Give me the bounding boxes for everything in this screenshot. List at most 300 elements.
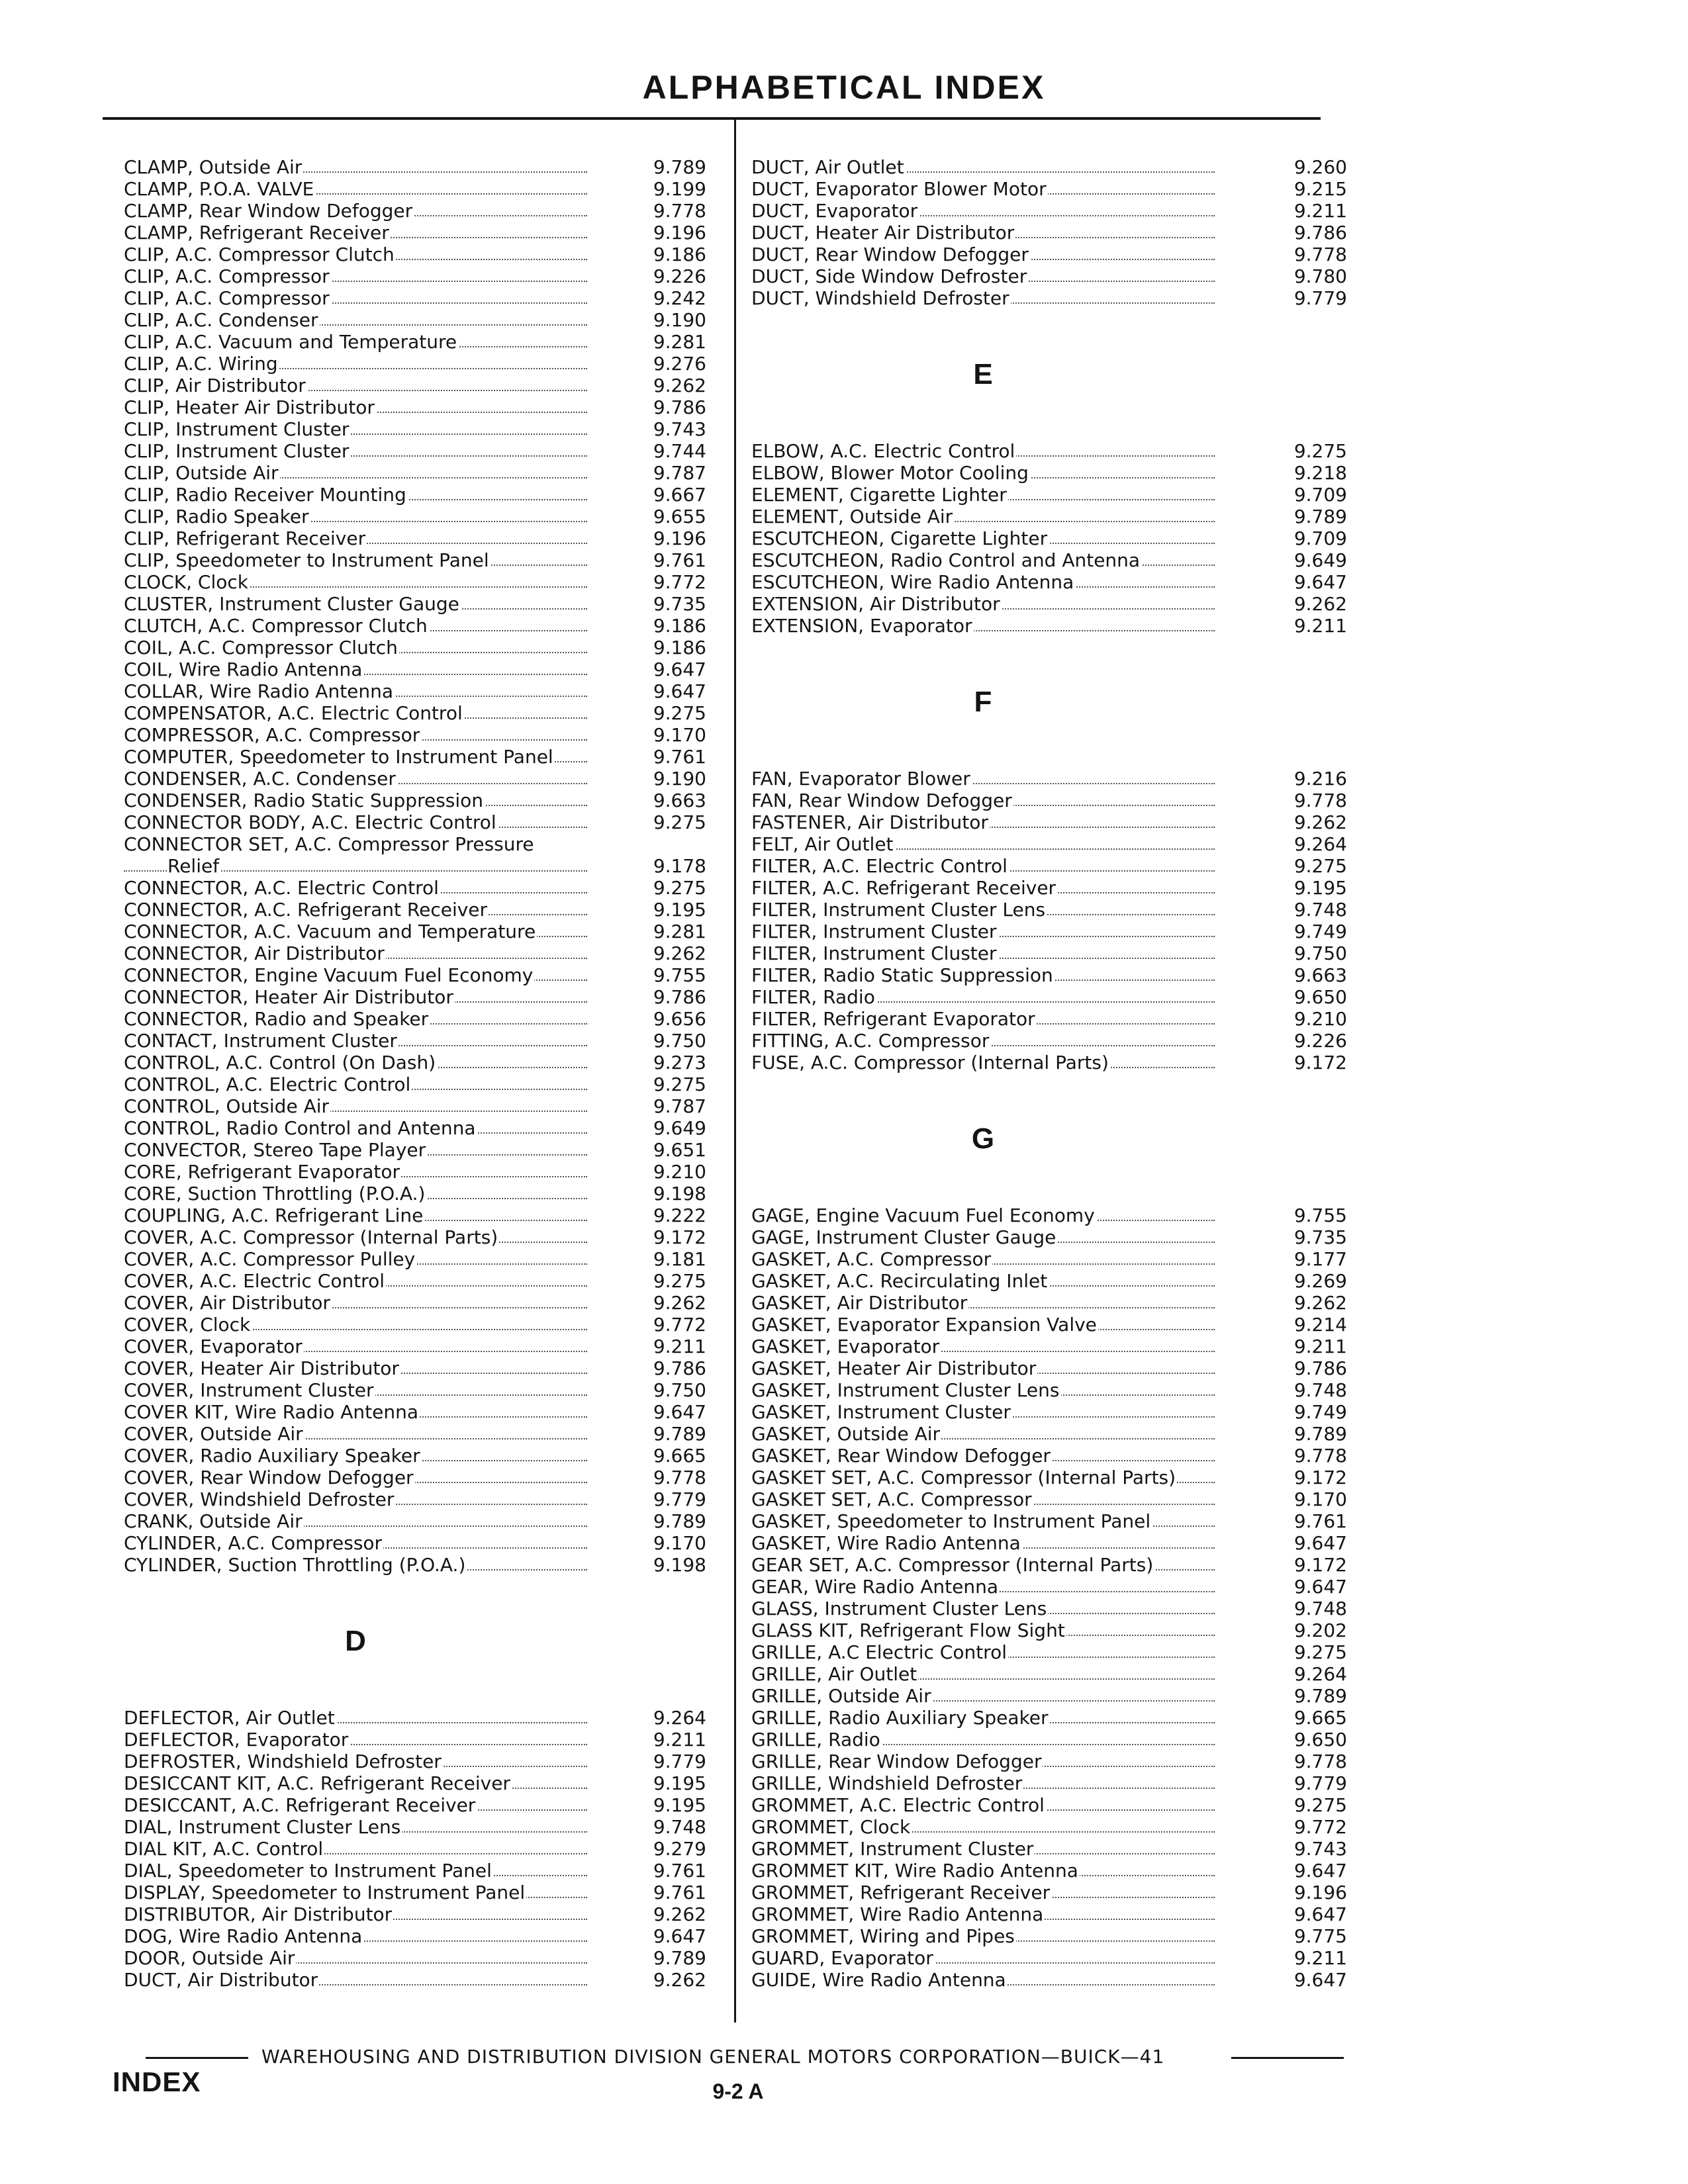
index-entry xyxy=(124,1357,706,1379)
entry-page: 9.787 xyxy=(653,1095,706,1117)
entry-name xyxy=(124,833,587,855)
index-entry xyxy=(124,440,706,462)
entry-name xyxy=(124,1052,587,1073)
index-entry xyxy=(751,1052,1347,1073)
entry-page: 9.281 xyxy=(653,921,706,942)
index-entry xyxy=(124,768,706,790)
entry-name-text: DUCT, Side Window Defroster xyxy=(751,265,1027,287)
entry-name-text: CLAMP, P.O.A. VALVE xyxy=(124,178,314,200)
index-entry xyxy=(124,1969,706,1991)
entry-page: 9.202 xyxy=(1293,1619,1347,1641)
index-entry xyxy=(124,833,706,855)
entry-page: 9.172 xyxy=(1293,1554,1347,1576)
index-entry xyxy=(124,615,706,637)
index-entry xyxy=(751,615,1347,637)
index-entry xyxy=(751,964,1347,986)
entry-name-text: CLAMP, Rear Window Defogger xyxy=(124,200,413,222)
entry-page: 9.275 xyxy=(1293,1641,1347,1663)
entry-page: 9.264 xyxy=(1293,1663,1347,1685)
index-entry xyxy=(751,768,1347,790)
index-entry xyxy=(751,1357,1347,1379)
entry-name xyxy=(124,1488,587,1510)
entry-page: 9.748 xyxy=(653,1816,706,1838)
index-entry xyxy=(751,462,1347,484)
index-entry xyxy=(751,1379,1347,1401)
entry-page: 9.656 xyxy=(653,1008,706,1030)
title-rule xyxy=(103,117,1321,120)
index-entry xyxy=(124,1751,706,1772)
entry-name xyxy=(751,1226,1215,1248)
index-entry xyxy=(751,877,1347,899)
entry-page: 9.647 xyxy=(1293,1903,1347,1925)
index-entry xyxy=(751,484,1347,506)
entry-page: 9.262 xyxy=(653,1903,706,1925)
entry-name-text: CLIP, A.C. Compressor xyxy=(124,265,330,287)
index-entry xyxy=(751,265,1347,287)
entry-name-text: FILTER, Instrument Cluster xyxy=(751,942,997,964)
entry-name xyxy=(124,178,587,200)
entry-name xyxy=(751,1292,1215,1314)
entry-name-text: CLIP, Heater Air Distributor xyxy=(124,396,375,418)
entry-page: 9.789 xyxy=(653,1947,706,1969)
entry-name-text: GASKET, Instrument Cluster xyxy=(751,1401,1011,1423)
entry-name xyxy=(124,462,587,484)
entry-name xyxy=(751,1882,1215,1903)
index-entry xyxy=(124,1838,706,1860)
entry-name xyxy=(751,921,1215,942)
entry-name xyxy=(751,790,1215,811)
entry-name-text: FILTER, A.C. Electric Control xyxy=(751,855,1008,877)
entry-name-text: CLIP, A.C. Condenser xyxy=(124,309,318,331)
index-entry xyxy=(124,1794,706,1816)
entry-page: 9.222 xyxy=(653,1205,706,1226)
entry-name-text: CYLINDER, A.C. Compressor xyxy=(124,1532,383,1554)
entry-name-text: FILTER, Instrument Cluster xyxy=(751,921,997,942)
index-entry xyxy=(124,855,706,877)
entry-page: 9.778 xyxy=(1293,1445,1347,1467)
entry-page: 9.275 xyxy=(1293,855,1347,877)
entry-page: 9.650 xyxy=(1293,986,1347,1008)
entry-page: 9.190 xyxy=(653,768,706,790)
entry-page: 9.761 xyxy=(653,1860,706,1882)
index-entry xyxy=(124,353,706,375)
index-entry xyxy=(124,942,706,964)
entry-name-text: COIL, Wire Radio Antenna xyxy=(124,659,363,680)
entry-name xyxy=(124,353,587,375)
entry-page: 9.761 xyxy=(1293,1510,1347,1532)
entry-name xyxy=(124,1161,587,1183)
entry-name-text: CLIP, Refrigerant Receiver xyxy=(124,527,366,549)
entry-name-text: GAGE, Instrument Cluster Gauge xyxy=(751,1226,1056,1248)
entry-name-text: COVER, A.C. Compressor (Internal Parts) xyxy=(124,1226,498,1248)
entry-page: 9.172 xyxy=(1293,1052,1347,1073)
entry-name xyxy=(124,1903,587,1925)
entry-name xyxy=(124,1772,587,1794)
entry-name-text: GASKET, Instrument Cluster Lens xyxy=(751,1379,1060,1401)
index-entry xyxy=(124,593,706,615)
entry-name-text: DISTRIBUTOR, Air Distributor xyxy=(124,1903,393,1925)
entry-name-text: COVER, Air Distributor xyxy=(124,1292,330,1314)
entry-name-text: GAGE, Engine Vacuum Fuel Economy xyxy=(751,1205,1095,1226)
index-entry xyxy=(751,1663,1347,1685)
entry-page: 9.778 xyxy=(1293,790,1347,811)
entry-page: 9.242 xyxy=(653,287,706,309)
entry-name-text: GEAR SET, A.C. Compressor (Internal Parts) xyxy=(751,1554,1154,1576)
entry-page: 9.750 xyxy=(653,1379,706,1401)
entry-page: 9.663 xyxy=(653,790,706,811)
index-section xyxy=(751,1117,1347,1991)
index-entry xyxy=(751,1510,1347,1532)
entry-name-text: GASKET, Rear Window Defogger xyxy=(751,1445,1051,1467)
index-entry xyxy=(124,1925,706,1947)
entry-name-text: CONDENSER, A.C. Condenser xyxy=(124,768,396,790)
index-entry xyxy=(751,1816,1347,1838)
entry-name-text: GRILLE, A.C Electric Control xyxy=(751,1641,1007,1663)
entry-name-text: COVER, Radio Auxiliary Speaker xyxy=(124,1445,420,1467)
entry-name xyxy=(124,1729,587,1751)
entry-page: 9.196 xyxy=(1293,1882,1347,1903)
entry-name-text: FILTER, Refrigerant Evaporator xyxy=(751,1008,1035,1030)
entry-page: 9.262 xyxy=(653,375,706,396)
entry-page: 9.275 xyxy=(1293,1794,1347,1816)
entry-name xyxy=(751,1248,1215,1270)
index-entry xyxy=(124,1205,706,1226)
entry-name-text: ESCUTCHEON, Wire Radio Antenna xyxy=(751,571,1074,593)
entry-page: 9.264 xyxy=(1293,833,1347,855)
entry-name-text: DOOR, Outside Air xyxy=(124,1947,295,1969)
entry-name xyxy=(124,549,587,571)
index-entry xyxy=(751,790,1347,811)
entry-page: 9.772 xyxy=(1293,1816,1347,1838)
index-entry xyxy=(751,1707,1347,1729)
entry-name xyxy=(124,942,587,964)
entry-name-text: GLASS, Instrument Cluster Lens xyxy=(751,1598,1047,1619)
entry-name xyxy=(124,1445,587,1467)
entry-name xyxy=(124,899,587,921)
entry-name xyxy=(124,506,587,527)
entry-page: 9.215 xyxy=(1293,178,1347,200)
index-entry xyxy=(751,1751,1347,1772)
entry-name xyxy=(751,1619,1215,1641)
entry-name xyxy=(751,244,1215,265)
index-entry xyxy=(124,1117,706,1139)
entry-name-text: COMPUTER, Speedometer to Instrument Panel xyxy=(124,746,553,768)
entry-page: 9.647 xyxy=(653,1401,706,1423)
entry-name-text: COVER, Windshield Defroster xyxy=(124,1488,395,1510)
entry-page: 9.186 xyxy=(653,244,706,265)
index-entry xyxy=(124,549,706,571)
entry-name-text: GASKET SET, A.C. Compressor (Internal Parts) xyxy=(751,1467,1176,1488)
entry-page: 9.269 xyxy=(1293,1270,1347,1292)
entry-name xyxy=(751,1008,1215,1030)
entry-name xyxy=(751,178,1215,200)
entry-page: 9.275 xyxy=(653,877,706,899)
entry-name-text: CLIP, Speedometer to Instrument Panel xyxy=(124,549,489,571)
entry-name xyxy=(751,1314,1215,1336)
entry-name-text: ELBOW, A.C. Electric Control xyxy=(751,440,1015,462)
index-entry xyxy=(124,178,706,200)
entry-name-text: GLASS KIT, Refrigerant Flow Sight xyxy=(751,1619,1065,1641)
entry-name xyxy=(124,1117,587,1139)
entry-page: 9.786 xyxy=(1293,222,1347,244)
entry-name xyxy=(751,1772,1215,1794)
entry-name xyxy=(124,1947,587,1969)
entry-name xyxy=(124,1707,587,1729)
entry-name xyxy=(124,659,587,680)
entry-name-text: CLIP, Radio Speaker xyxy=(124,506,309,527)
index-entry xyxy=(751,1685,1347,1707)
entry-name xyxy=(124,244,587,265)
entry-name xyxy=(751,506,1215,527)
entry-name-text: FITTING, A.C. Compressor xyxy=(751,1030,990,1052)
entry-name xyxy=(124,724,587,746)
index-entry xyxy=(751,1423,1347,1445)
entry-page: 9.789 xyxy=(1293,506,1347,527)
index-entry xyxy=(751,1903,1347,1925)
entry-page: 9.199 xyxy=(653,178,706,200)
index-entry xyxy=(124,680,706,702)
index-entry xyxy=(124,1183,706,1205)
index-entry xyxy=(751,1270,1347,1292)
index-entry xyxy=(751,1554,1347,1576)
index-entry xyxy=(124,1401,706,1423)
entry-name-text: CLIP, A.C. Wiring xyxy=(124,353,278,375)
entry-page: 9.650 xyxy=(1293,1729,1347,1751)
entry-name-text: CONTROL, Radio Control and Antenna xyxy=(124,1117,476,1139)
entry-page: 9.749 xyxy=(1293,921,1347,942)
entry-name xyxy=(124,527,587,549)
entry-name-text: DUCT, Heater Air Distributor xyxy=(751,222,1015,244)
entry-name-text: COMPRESSOR, A.C. Compressor xyxy=(124,724,420,746)
entry-page: 9.779 xyxy=(653,1488,706,1510)
index-entry xyxy=(124,1095,706,1117)
entry-name-text: GROMMET, A.C. Electric Control xyxy=(751,1794,1045,1816)
entry-name-text: CONNECTOR, A.C. Refrigerant Receiver xyxy=(124,899,488,921)
entry-name xyxy=(124,615,587,637)
index-section xyxy=(124,156,706,1576)
entry-page: 9.789 xyxy=(653,156,706,178)
entry-name xyxy=(751,942,1215,964)
entry-page: 9.198 xyxy=(653,1183,706,1205)
index-entry xyxy=(751,1467,1347,1488)
index-entry xyxy=(124,1314,706,1336)
entry-name-text: ESCUTCHEON, Cigarette Lighter xyxy=(751,527,1048,549)
entry-page: 9.211 xyxy=(653,1336,706,1357)
entry-name xyxy=(751,1641,1215,1663)
entry-page: 9.198 xyxy=(653,1554,706,1576)
entry-name-text: CONNECTOR, Engine Vacuum Fuel Economy xyxy=(124,964,534,986)
entry-name xyxy=(751,222,1215,244)
index-entry xyxy=(751,1619,1347,1641)
entry-name xyxy=(124,702,587,724)
entry-name-text: CLUSTER, Instrument Cluster Gauge xyxy=(124,593,459,615)
index-entry xyxy=(124,702,706,724)
index-entry xyxy=(124,571,706,593)
entry-name xyxy=(751,1860,1215,1882)
index-entry xyxy=(751,1401,1347,1423)
entry-page: 9.262 xyxy=(1293,1292,1347,1314)
left-column xyxy=(124,156,706,1991)
entry-name xyxy=(751,1707,1215,1729)
index-entry xyxy=(751,1205,1347,1226)
entry-name-text: GRILLE, Air Outlet xyxy=(751,1663,917,1685)
entry-name xyxy=(751,549,1215,571)
entry-name-text: GRILLE, Radio xyxy=(751,1729,880,1751)
entry-name xyxy=(124,637,587,659)
entry-name xyxy=(124,200,587,222)
entry-name-text: GUIDE, Wire Radio Antenna xyxy=(751,1969,1006,1991)
entry-name-text: GROMMET, Instrument Cluster xyxy=(751,1838,1034,1860)
entry-name xyxy=(751,1751,1215,1772)
entry-page: 9.749 xyxy=(1293,1401,1347,1423)
index-entry xyxy=(751,178,1347,200)
entry-name xyxy=(124,1860,587,1882)
entry-page: 9.195 xyxy=(1293,877,1347,899)
entry-page: 9.786 xyxy=(653,986,706,1008)
entry-page: 9.665 xyxy=(1293,1707,1347,1729)
index-entry xyxy=(124,986,706,1008)
entry-name xyxy=(751,265,1215,287)
entry-name xyxy=(751,1838,1215,1860)
index-entry xyxy=(124,287,706,309)
index-entry xyxy=(124,1816,706,1838)
index-entry xyxy=(751,1969,1347,1991)
entry-name-text: DUCT, Air Outlet xyxy=(751,156,904,178)
entry-name-text: CONNECTOR BODY, A.C. Electric Control xyxy=(124,811,496,833)
entry-name xyxy=(751,1663,1215,1685)
entry-name-text: GROMMET, Clock xyxy=(751,1816,911,1838)
entry-page: 9.211 xyxy=(1293,1947,1347,1969)
entry-name-text: CLIP, Air Distributor xyxy=(124,375,306,396)
entry-name-text: CONTROL, Outside Air xyxy=(124,1095,330,1117)
index-entry xyxy=(124,484,706,506)
entry-page: 9.779 xyxy=(1293,287,1347,309)
entry-name-text: DUCT, Windshield Defroster xyxy=(751,287,1009,309)
entry-name xyxy=(124,1401,587,1423)
index-entry xyxy=(124,1445,706,1467)
entry-name-text: DUCT, Air Distributor xyxy=(124,1969,318,1991)
entry-name xyxy=(751,1816,1215,1838)
entry-name-text: DEFLECTOR, Evaporator xyxy=(124,1729,349,1751)
index-entry xyxy=(751,1226,1347,1248)
entry-name-text: GROMMET, Wire Radio Antenna xyxy=(751,1903,1044,1925)
entry-name-text: Relief xyxy=(167,855,220,877)
entry-name xyxy=(751,964,1215,986)
entry-name-text: FELT, Air Outlet xyxy=(751,833,894,855)
entry-name-text: GASKET, Evaporator Expansion Valve xyxy=(751,1314,1097,1336)
entry-name xyxy=(124,811,587,833)
index-entry xyxy=(751,1030,1347,1052)
entry-name xyxy=(751,1270,1215,1292)
entry-name xyxy=(751,484,1215,506)
entry-name xyxy=(124,680,587,702)
entry-page: 9.172 xyxy=(1293,1467,1347,1488)
index-entry xyxy=(751,921,1347,942)
entry-name xyxy=(124,1532,587,1554)
entry-name-text: GASKET, A.C. Recirculating Inlet xyxy=(751,1270,1048,1292)
index-entry xyxy=(124,964,706,986)
index-entry xyxy=(751,942,1347,964)
entry-page: 9.195 xyxy=(653,1794,706,1816)
entry-name-text: DISPLAY, Speedometer to Instrument Panel xyxy=(124,1882,526,1903)
entry-page: 9.275 xyxy=(653,702,706,724)
entry-page: 9.226 xyxy=(1293,1030,1347,1052)
section-letter: E xyxy=(973,358,993,390)
index-entry xyxy=(124,1423,706,1445)
entry-name xyxy=(124,593,587,615)
entry-name xyxy=(751,1532,1215,1554)
index-entry xyxy=(751,1772,1347,1794)
entry-page: 9.264 xyxy=(653,1707,706,1729)
entry-page: 9.748 xyxy=(1293,1598,1347,1619)
entry-name xyxy=(751,593,1215,615)
index-entry xyxy=(751,1729,1347,1751)
entry-name-text: GEAR, Wire Radio Antenna xyxy=(751,1576,999,1598)
entry-name-text: CRANK, Outside Air xyxy=(124,1510,303,1532)
entry-page: 9.647 xyxy=(1293,1532,1347,1554)
entry-page: 9.211 xyxy=(1293,615,1347,637)
entry-page: 9.647 xyxy=(1293,571,1347,593)
index-entry xyxy=(751,1925,1347,1947)
entry-page: 9.210 xyxy=(653,1161,706,1183)
index-entry xyxy=(124,1882,706,1903)
entry-name-text: CLIP, Outside Air xyxy=(124,462,279,484)
entry-name xyxy=(751,200,1215,222)
index-entry xyxy=(751,440,1347,462)
entry-name-text: GASKET, Heater Air Distributor xyxy=(751,1357,1037,1379)
entry-name xyxy=(124,1379,587,1401)
index-entry xyxy=(124,1139,706,1161)
index-entry xyxy=(751,811,1347,833)
entry-name-text: COVER, A.C. Electric Control xyxy=(124,1270,385,1292)
index-entry xyxy=(124,1030,706,1052)
entry-page: 9.761 xyxy=(653,1882,706,1903)
index-entry xyxy=(751,1336,1347,1357)
entry-name xyxy=(124,1183,587,1205)
page-title: ALPHABETICAL INDEX xyxy=(642,69,1046,106)
entry-name-text: DUCT, Evaporator xyxy=(751,200,918,222)
entry-name xyxy=(751,986,1215,1008)
entry-name xyxy=(751,1685,1215,1707)
entry-name-text: COUPLING, A.C. Refrigerant Line xyxy=(124,1205,424,1226)
entry-page: 9.750 xyxy=(1293,942,1347,964)
entry-name xyxy=(751,1401,1215,1423)
entry-page: 9.195 xyxy=(653,899,706,921)
entry-page: 9.778 xyxy=(1293,1751,1347,1772)
index-entry xyxy=(124,746,706,768)
entry-page: 9.755 xyxy=(653,964,706,986)
entry-name-text: DIAL, Speedometer to Instrument Panel xyxy=(124,1860,492,1882)
entry-page: 9.211 xyxy=(1293,1336,1347,1357)
entry-name xyxy=(124,440,587,462)
entry-name xyxy=(124,1226,587,1248)
entry-name xyxy=(124,855,587,877)
entry-name xyxy=(751,615,1215,637)
entry-name-text: CLUTCH, A.C. Compressor Clutch xyxy=(124,615,428,637)
entry-name-text: ELEMENT, Outside Air xyxy=(751,506,953,527)
entry-page: 9.775 xyxy=(1293,1925,1347,1947)
entry-page: 9.748 xyxy=(1293,899,1347,921)
index-entry xyxy=(751,1598,1347,1619)
entry-page: 9.181 xyxy=(653,1248,706,1270)
entry-name-text: GROMMET, Refrigerant Receiver xyxy=(751,1882,1051,1903)
entry-name xyxy=(124,1510,587,1532)
entry-name xyxy=(124,156,587,178)
footer-text: WAREHOUSING AND DISTRIBUTION DIVISION GENERAL MOTORS CORPORATION—BUICK—41 xyxy=(261,2046,1165,2068)
entry-name-text: CONTACT, Instrument Cluster xyxy=(124,1030,397,1052)
entry-name xyxy=(751,1947,1215,1969)
index-entry xyxy=(751,855,1347,877)
